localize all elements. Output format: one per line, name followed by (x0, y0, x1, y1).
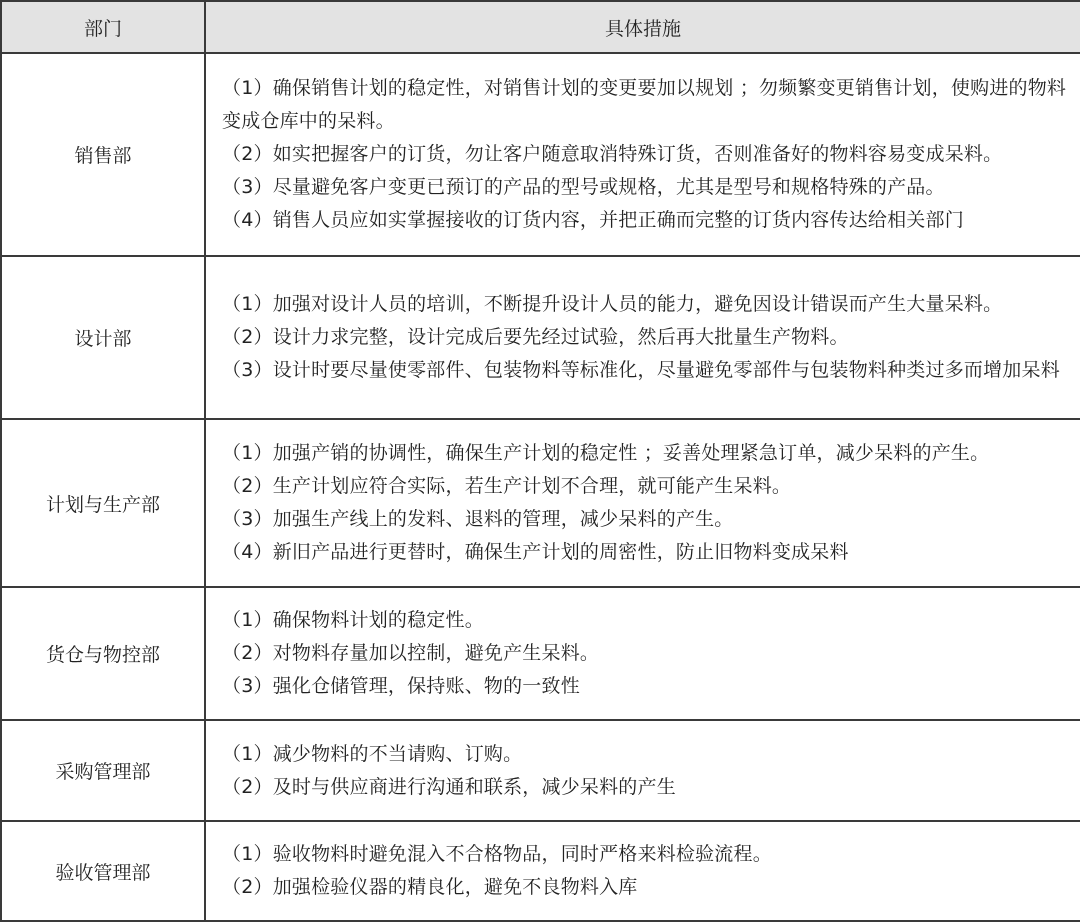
measure-item: （2）及时与供应商进行沟通和联系，减少呆料的产生 (222, 775, 676, 798)
measure-item: （1）验收物料时避免混入不合格物品，同时严格来料检验流程。 (222, 843, 772, 865)
measure-item: （4）销售人员应如实掌握接收的订货内容，并把正确而完整的订货内容传达给相关部门 (222, 209, 964, 231)
measures-cell (205, 720, 1080, 821)
table-header-row (1, 1, 1080, 53)
department-cell: 货仓与物控部 (1, 587, 205, 720)
measure-item: （1）确保销售计划的稳定性，对销售计划的变更要加以规划 ；勿频繁变更销售计划，使购进的物料变成仓库中的呆料。 (222, 77, 1067, 132)
department-cell: 采购管理部 (1, 720, 205, 821)
measures-cell (205, 256, 1080, 419)
measure-item: （2）加强检验仪器的精良化，避免不良物料入库 (222, 876, 638, 898)
header-department: 部门 (1, 1, 205, 53)
measure-item: （2）生产计划应符合实际，若生产计划不合理，就可能产生呆料。 (222, 475, 792, 497)
measure-item: （1）确保物料计划的稳定性。 (222, 609, 484, 631)
table-row (1, 256, 1080, 419)
table-row (1, 821, 1080, 921)
measure-item: （4）新旧产品进行更替时，确保生产计划的周密性，防止旧物料变成呆料 (222, 541, 849, 563)
measure-item: （3）设计时要尽量使零部件、包装物料等标准化，尽量避免零部件与包装物料种类过多而增加呆料 (222, 359, 1060, 381)
measure-item: （1）减少物料的不当请购、订购。 (222, 742, 523, 765)
measures-cell (205, 53, 1080, 256)
measure-item: （1）加强产销的协调性，确保生产计划的稳定性 ；妥善处理紧急订单，减少呆料的产生。 (222, 442, 990, 464)
measures-cell (205, 821, 1080, 921)
table-row (1, 720, 1080, 821)
measure-item: （3）尽量避免客户变更已预订的产品的型号或规格，尤其是型号和规格特殊的产品。 (222, 176, 945, 198)
table-row (1, 53, 1080, 256)
department-cell: 验收管理部 (1, 821, 205, 921)
header-measures: 具体措施 (205, 1, 1080, 53)
measure-item: （2）设计力求完整，设计完成后要先经过试验，然后再大批量生产物料。 (222, 326, 849, 348)
measures-cell (205, 419, 1080, 587)
measure-item: （1）加强对设计人员的培训，不断提升设计人员的能力，避免因设计错误而产生大量呆料。 (222, 293, 1003, 315)
table-row (1, 587, 1080, 720)
table-row (1, 419, 1080, 587)
measures-cell (205, 587, 1080, 720)
department-cell: 计划与生产部 (1, 419, 205, 587)
department-cell: 销售部 (1, 53, 205, 256)
department-cell: 设计部 (1, 256, 205, 419)
measure-item: （3）强化仓储管理，保持账、物的一致性 (222, 675, 580, 697)
measure-item: （2）对物料存量加以控制，避免产生呆料。 (222, 642, 600, 664)
measure-item: （2）如实把握客户的订货，勿让客户随意取消特殊订货，否则准备好的物料容易变成呆料。 (222, 143, 1003, 165)
measure-item: （3）加强生产线上的发料、退料的管理，减少呆料的产生。 (222, 508, 734, 530)
